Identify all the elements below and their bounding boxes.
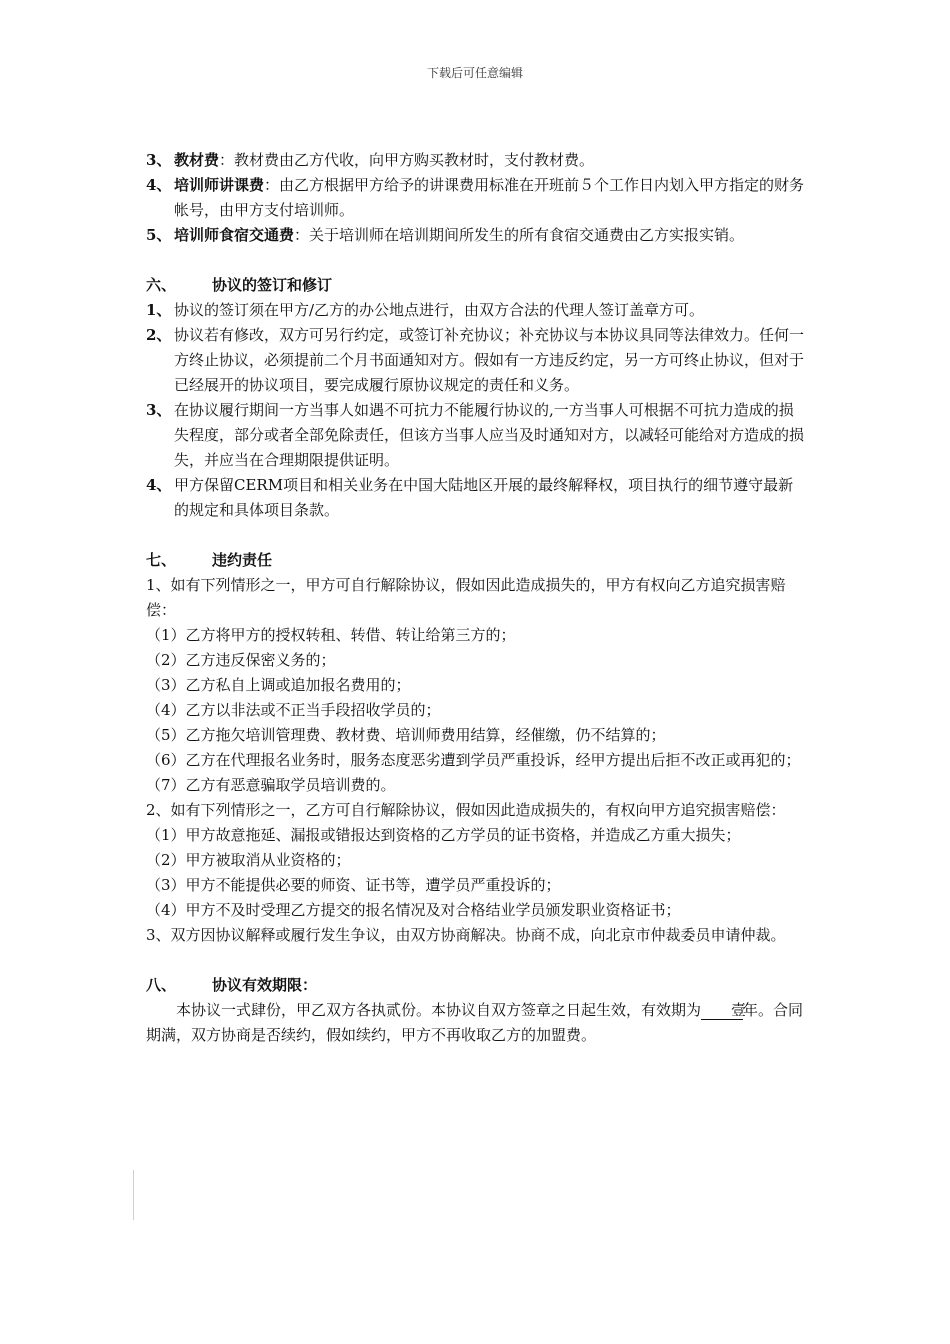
fee-item-textbook — [146, 148, 808, 173]
section-title: 违约责任 — [212, 551, 273, 569]
section-title: 协议的签订和修订 — [212, 276, 333, 294]
item-text: ：由乙方根据甲方给予的讲课费用标准在开班前５个工作日内划入甲方指定的财务帐号，由甲方支付培训师。 — [174, 176, 805, 219]
section-number: 七、 — [146, 551, 177, 569]
section-number: 八、 — [146, 976, 177, 994]
term-paragraph — [146, 998, 808, 1048]
item-title: 教材费 — [174, 151, 220, 169]
margin-line — [133, 1170, 134, 1220]
clause-subitem: （2）甲方被取消从业资格的； — [146, 851, 351, 869]
item-text: ：关于培训师在培训期间所发生的所有食宿交通费由乙方实报实销。 — [294, 226, 745, 244]
section6-item — [146, 323, 808, 398]
item-text: 甲方保留CERM项目和相关业务在中国大陆地区开展的最终解释权，项目执行的细节遵守最新的规定和具体项目条款。 — [174, 476, 794, 519]
fee-item-travel — [146, 223, 808, 248]
clause-paragraph: 2、如有下列情形之一，乙方可自行解除协议，假如因此造成损失的，有权向甲方追究损害赔偿： — [146, 801, 786, 819]
item-number: 3、 — [146, 401, 172, 419]
clause-subitem: （2）乙方违反保密义务的； — [146, 651, 336, 669]
term-value: 壹 — [701, 1001, 743, 1020]
section-title: 协议有效期限： — [212, 976, 318, 994]
item-number: 4、 — [146, 176, 172, 194]
section6-item — [146, 298, 808, 323]
section-heading-8 — [146, 973, 808, 998]
section-heading-7 — [146, 548, 808, 573]
document-body — [146, 148, 808, 1048]
section6-item — [146, 473, 808, 523]
clause-paragraph: 1、如有下列情形之一，甲方可自行解除协议，假如因此造成损失的，甲方有权向乙方追究损害赔偿： — [146, 576, 786, 619]
clause-subitem: （7）乙方有恶意骗取学员培训费的。 — [146, 776, 396, 794]
page-header: 下载后可任意编辑 — [426, 66, 523, 80]
section-number: 六、 — [146, 276, 177, 294]
item-number: 1、 — [146, 301, 172, 319]
clause-subitem: （1）乙方将甲方的授权转租、转借、转让给第三方的； — [146, 626, 516, 644]
item-text: 在协议履行期间一方当事人如遇不可抗力不能履行协议的,一方当事人可根据不可抗力造成的损失程度，部分或者全部免除责任，但该方当事人应当及时通知对方，以减轻可能给对方造成的损失，并应当在合理期限提供证明。 — [174, 401, 805, 469]
item-number: 5、 — [146, 226, 172, 244]
item-text: 协议的签订须在甲方/乙方的办公地点进行，由双方合法的代理人签订盖章方可。 — [174, 301, 705, 319]
clause-subitem: （1）甲方故意拖延、漏报或错报达到资格的乙方学员的证书资格，并造成乙方重大损失； — [146, 826, 741, 844]
clause-subitem: （3）甲方不能提供必要的师资、证书等，遭学员严重投诉的； — [146, 876, 561, 894]
item-number: 2、 — [146, 326, 172, 344]
item-title: 培训师食宿交通费 — [174, 226, 295, 244]
item-number: 3、 — [146, 151, 172, 169]
item-text: ：教材费由乙方代收，向甲方购买教材时，支付教材费。 — [219, 151, 595, 169]
term-text-after: 年。合同期满，双方协商是否续约，假如续约，甲方不再收取乙方的加盟费。 — [146, 1001, 804, 1044]
fee-item-lecture — [146, 173, 808, 223]
clause-subitem: （4）乙方以非法或不正当手段招收学员的； — [146, 701, 441, 719]
item-text: 协议若有修改，双方可另行约定，或签订补充协议；补充协议与本协议具同等法律效力。任何一方终止协议，必须提前二个月书面通知对方。假如有一方违反约定，另一方可终止协议，但对于已经展开的协议项目，要完成履行原协议规定的责任和义务。 — [174, 326, 805, 394]
clause-subitem: （3）乙方私自上调或追加报名费用的； — [146, 676, 411, 694]
clause-paragraph: 3、双方因协议解释或履行发生争议，由双方协商解决。协商不成，向北京市仲裁委员申请仲裁。 — [146, 926, 786, 944]
item-number: 4、 — [146, 476, 172, 494]
clause-subitem: （6）乙方在代理报名业务时，服务态度恶劣遭到学员严重投诉，经甲方提出后拒不改正或再犯的； — [146, 751, 801, 769]
clause-subitem: （5）乙方拖欠培训管理费、教材费、培训师费用结算，经催缴，仍不结算的； — [146, 726, 666, 744]
section6-item — [146, 398, 808, 473]
term-text-before: 本协议一式肆份，甲乙双方各执贰份。本协议自双方签章之日起生效，有效期为 — [176, 1001, 702, 1019]
section-heading-6 — [146, 273, 808, 298]
clause-subitem: （4）甲方不及时受理乙方提交的报名情况及对合格结业学员颁发职业资格证书； — [146, 901, 681, 919]
item-title: 培训师讲课费 — [174, 176, 265, 194]
